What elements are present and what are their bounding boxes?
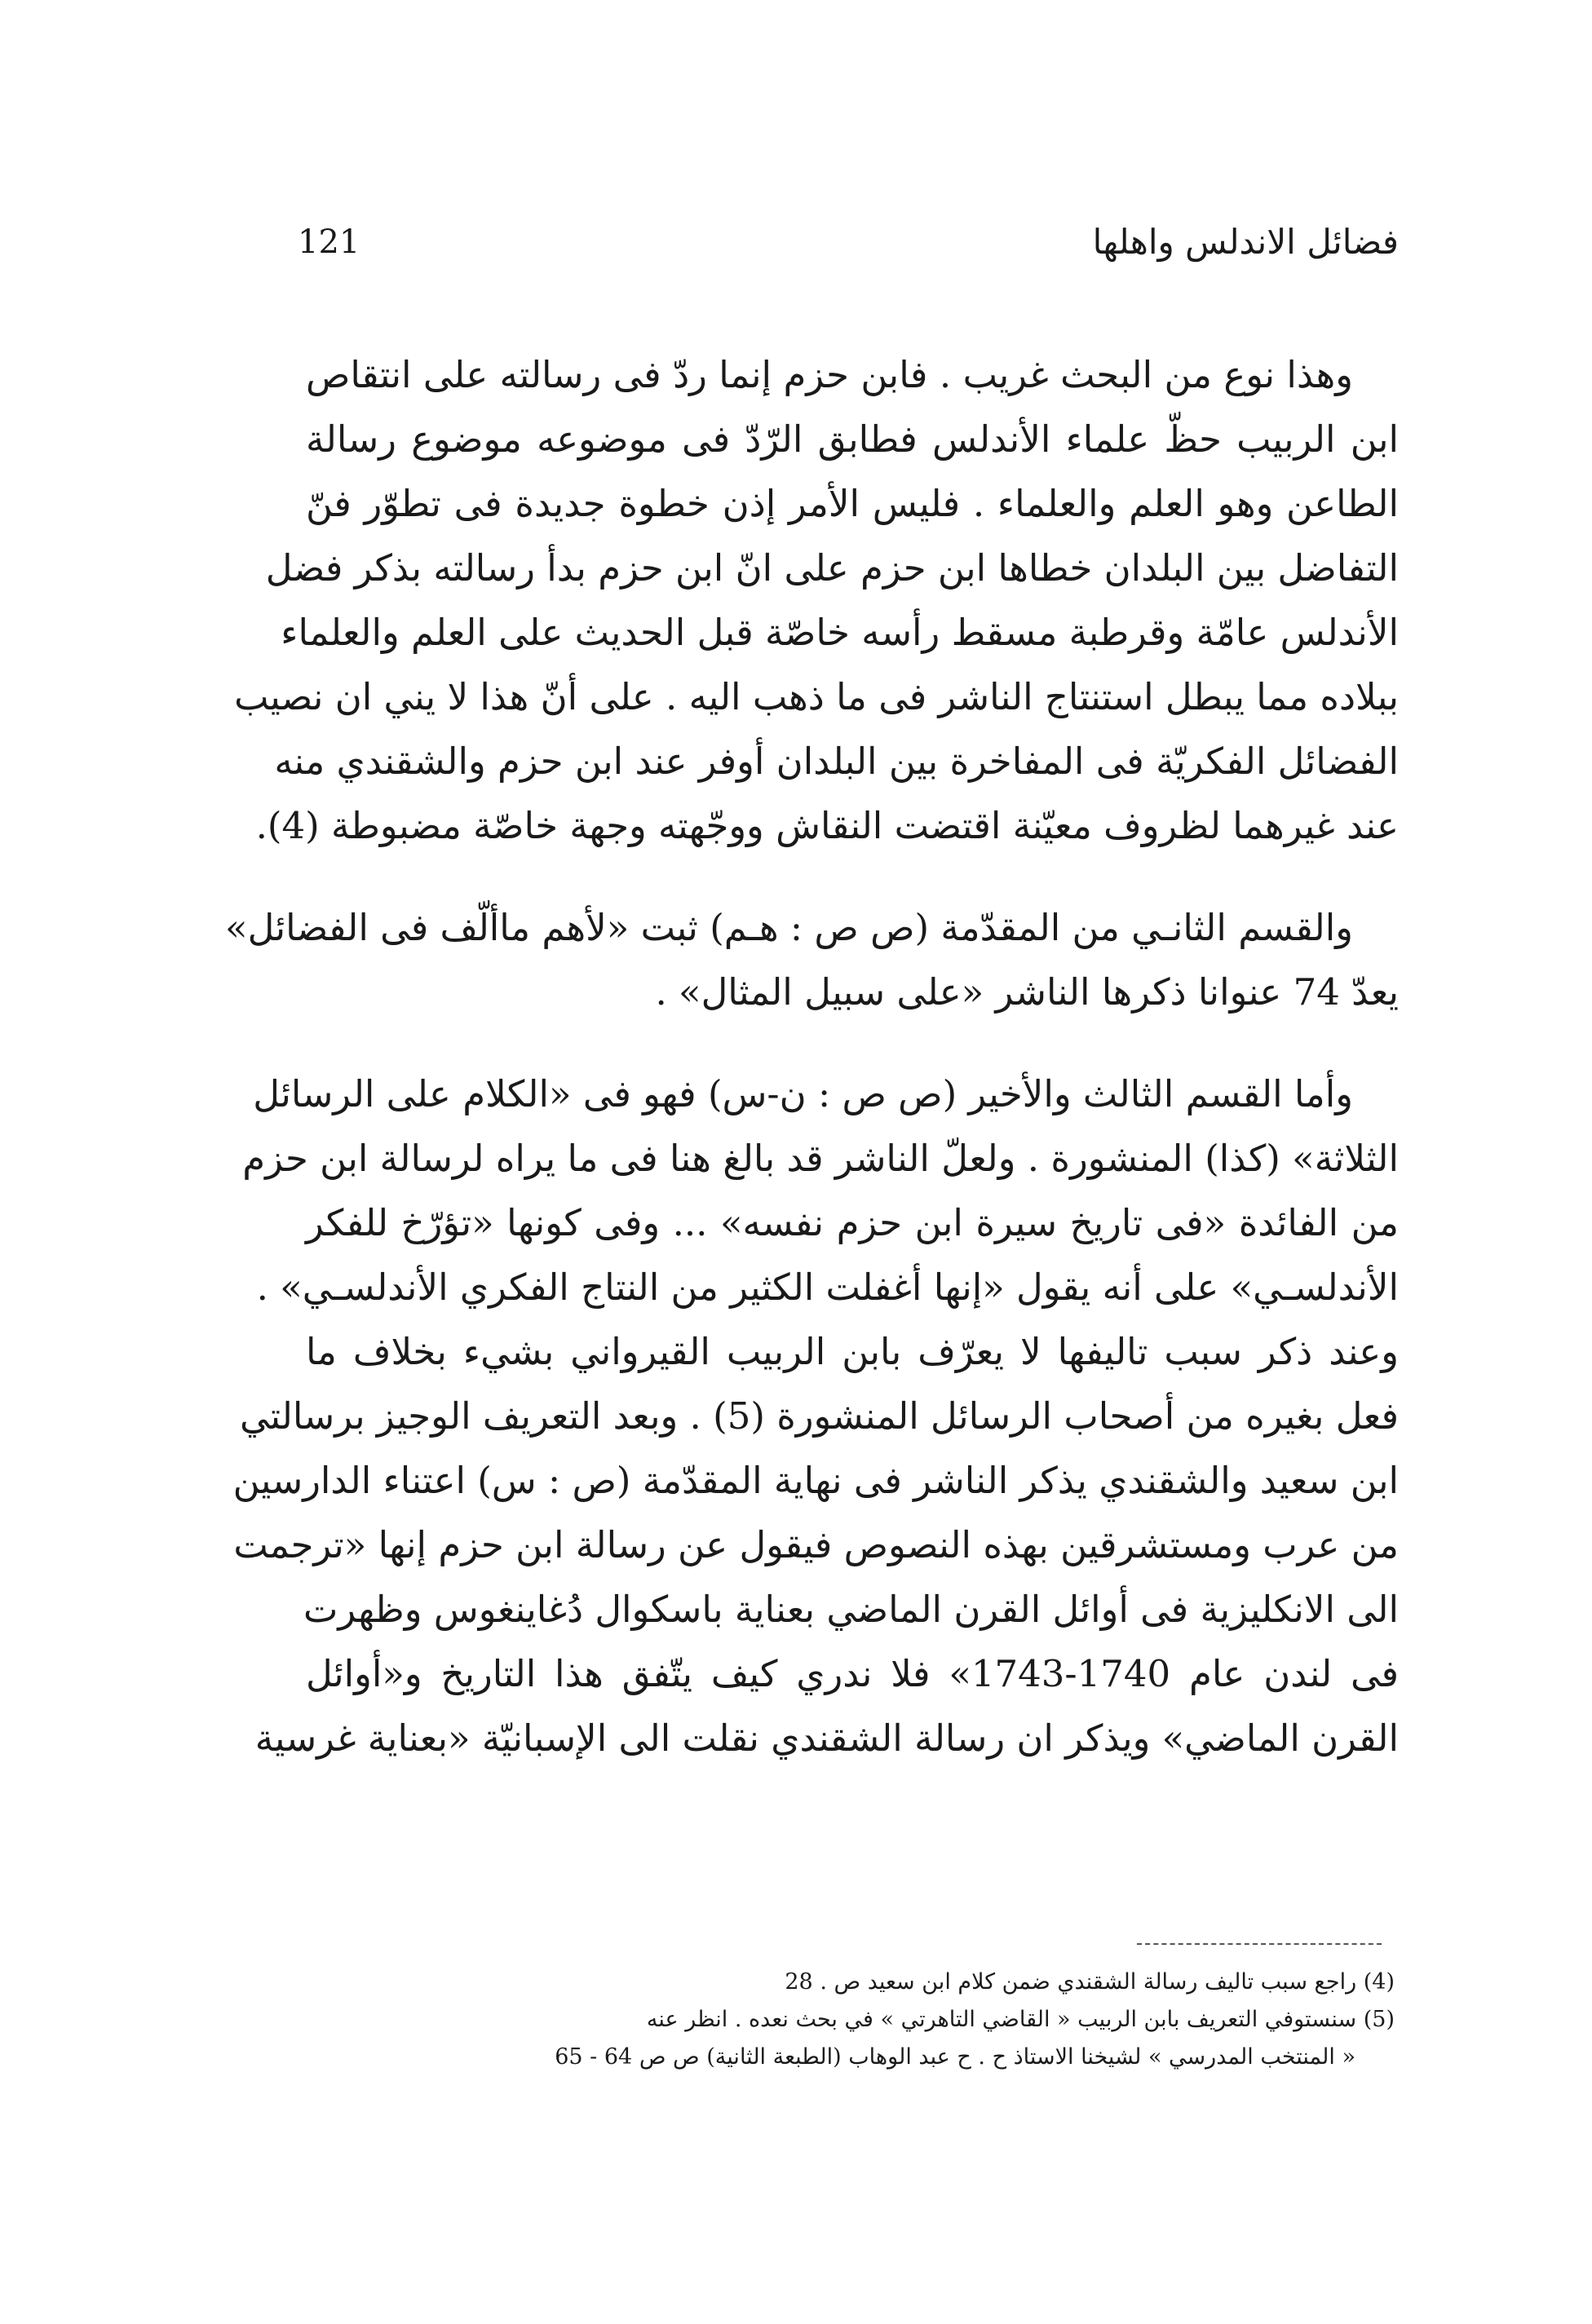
footnote-4: (4) راجع سبب تاليف رسالة الشقندي ضمن كلام ابن سعيد ص . 28 xyxy=(785,1969,1395,1995)
text-line: ببلاده مما يبطل استنتاج الناشر فى ما ذهب اليه . على أنّ هذا لا يني ان نصيب xyxy=(234,675,1399,718)
text-line: وهذا نوع من البحث غريب . فابن حزم إنما ردّ فى رسالته على انتقاص xyxy=(306,353,1353,396)
text-line: والقسم الثانـي من المقدّمة (ص ص : هـم) ثبت «لأهم ماألّف فى الفضائل» xyxy=(225,906,1353,949)
paragraph-spacer xyxy=(306,1024,1399,1062)
text-line: وعند ذكر سبب تاليفها لا يعرّف بابن الربيب القيرواني بشيء بخلاف ما xyxy=(306,1330,1399,1373)
footnote-5-continuation: « المنتخب المدرسي » لشيخنا الاستاذ ح . ح عبد الوهاب (الطبعة الثانية) ص ص 64 - 65 xyxy=(555,2044,1355,2070)
text-line: من الفائدة «فى تاريخ سيرة ابن حزم نفسه» ... وفى كونها «تؤرّخ للفكر xyxy=(306,1201,1399,1244)
text-line: الأندلسـي» على أنه يقول «إنها أغفلت الكثير من النتاج الفكري الأندلسـي» . xyxy=(256,1266,1399,1309)
running-title: فضائل الاندلس واهلها xyxy=(1092,222,1399,262)
body-text xyxy=(225,342,1399,1770)
footnote-divider xyxy=(1137,1943,1382,1945)
text-line: فى لندن عام 1740-1743» فلا ندري كيف يتّفق هذا التاريخ و«أوائل xyxy=(306,1652,1399,1695)
text-line: وأما القسم الثالث والأخير (ص ص : ن-س) فهو فى «الكلام على الرسائل xyxy=(253,1072,1353,1116)
text-line: الأندلس عامّة وقرطبة مسقط رأسه خاصّة قبل الحديث على العلم والعلماء xyxy=(281,611,1399,654)
paragraph-spacer xyxy=(306,858,1399,895)
footnote-5: (5) سنستوفي التعريف بابن الربيب « القاضي التاهرتي » في بحث نعده . انظر عنه xyxy=(646,2007,1395,2032)
running-header xyxy=(298,214,1399,271)
text-line: عند غيرهما لظروف معيّنة اقتضت النقاش ووجّهته وجهة خاصّة مضبوطة (4). xyxy=(255,804,1399,847)
text-line: ابن سعيد والشقندي يذكر الناشر فى نهاية المقدّمة (ص : س) اعتناء الدارسين xyxy=(232,1459,1399,1502)
text-line: الطاعن وهو العلم والعلماء . فليس الأمر إذن خطوة جديدة فى تطوّر فنّ xyxy=(306,482,1399,525)
text-line: يعدّ 74 عنوانا ذكرها الناشر «على سبيل المثال» . xyxy=(655,970,1399,1014)
page-number: 121 xyxy=(298,223,360,261)
text-line: الثلاثة» (كذا) المنشورة . ولعلّ الناشر قد بالغ هنا فى ما يراه لرسالة ابن حزم xyxy=(242,1137,1399,1180)
paragraph-2 xyxy=(225,895,1399,1024)
text-line: الى الانكليزية فى أوائل القرن الماضي بعناية باسكوال دُغاينغوس وظهرت xyxy=(303,1588,1399,1631)
paragraph-1 xyxy=(234,342,1399,858)
paragraph-3 xyxy=(232,1062,1399,1770)
footnotes xyxy=(310,1964,1395,2076)
text-line: الفضائل الفكريّة فى المفاخرة بين البلدان أوفر عند ابن حزم والشقندي منه xyxy=(274,740,1399,783)
text-line: فعل بغيره من أصحاب الرسائل المنشورة (5) . وبعد التعريف الوجيز برسالتي xyxy=(240,1394,1399,1438)
text-line: من عرب ومستشرقين بهذه النصوص فيقول عن رسالة ابن حزم إنها «ترجمت xyxy=(233,1523,1399,1566)
text-line: ابن الربيب حظّ علماء الأندلس فطابق الرّدّ فى موضوعه موضوع رسالة xyxy=(306,418,1399,461)
text-line: التفاضل بين البلدان خطاها ابن حزم على انّ ابن حزم بدأ رسالته بذكر فضل xyxy=(265,546,1399,590)
text-line: القرن الماضي» ويذكر ان رسالة الشقندي نقلت الى الإسبانيّة «بعناية غرسية xyxy=(254,1716,1399,1760)
